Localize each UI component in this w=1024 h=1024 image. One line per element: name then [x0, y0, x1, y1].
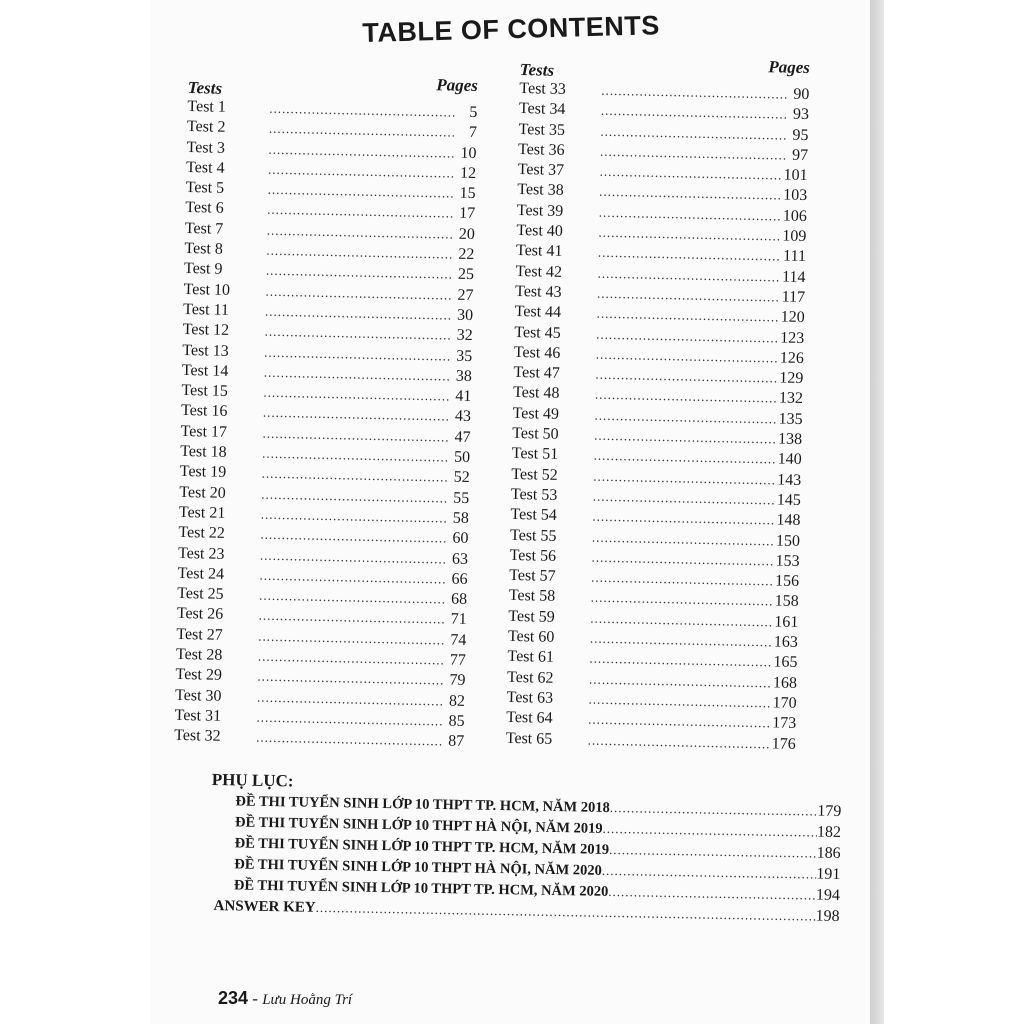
entry-page: 20 — [458, 225, 475, 243]
leader-dots — [591, 549, 773, 569]
appendix-entry-label: ĐỀ THI TUYỂN SINH LỚP 10 THPT TP. HCM, NĂM 2020 — [233, 877, 609, 900]
entry-label: Test 64 — [506, 709, 553, 728]
entry-label: Test 65 — [505, 729, 553, 748]
leader-dots — [600, 164, 782, 184]
appendix-list — [210, 792, 842, 908]
entry-label: Test 24 — [177, 564, 225, 583]
entry-page: 50 — [453, 448, 471, 467]
entry-label: Test 1 — [187, 97, 227, 116]
entry-label: Test 54 — [510, 506, 558, 525]
leader-dots — [263, 385, 449, 405]
tests-header: Tests — [519, 60, 555, 80]
appendix-entry-label: ĐỀ THI TUYỂN SINH LỚP 10 THPT HÀ NỘI, NĂM 2019 — [234, 814, 603, 837]
leader-dots — [266, 243, 452, 263]
entry-page: 22 — [458, 245, 475, 264]
leader-dots — [590, 631, 772, 651]
pages-header: Pages — [436, 75, 479, 96]
leader-dots — [596, 326, 778, 346]
footer-separator: - — [248, 989, 263, 1008]
entry-label: Test 17 — [180, 422, 228, 441]
leader-dots — [262, 446, 448, 466]
entry-page: 66 — [451, 570, 468, 588]
leader-dots — [599, 184, 781, 204]
entry-label: Test 48 — [512, 384, 560, 403]
leader-dots — [593, 489, 775, 509]
leader-dots — [264, 344, 450, 364]
leader-dots — [259, 588, 445, 608]
entry-label: Test 44 — [514, 303, 562, 322]
entry-label: Test 29 — [175, 666, 223, 685]
leader-dots — [594, 407, 776, 427]
entry-page: 52 — [453, 468, 470, 487]
entry-label: Test 40 — [516, 222, 564, 241]
entry-page: 176 — [771, 734, 796, 753]
leader-dots — [589, 651, 771, 671]
entry-label: Test 53 — [510, 485, 558, 504]
entry-page: 138 — [777, 430, 803, 449]
entry-label: Test 32 — [174, 727, 221, 746]
entry-page: 161 — [774, 613, 799, 631]
entry-page: 153 — [775, 552, 800, 570]
entry-label: Test 55 — [509, 526, 557, 545]
leader-dots — [260, 527, 446, 547]
entry-page: 55 — [453, 489, 470, 507]
leader-dots — [260, 547, 446, 567]
leader-dots — [258, 649, 444, 669]
entry-label: Test 21 — [178, 503, 226, 522]
leader-dots — [259, 608, 445, 628]
tests-header: Tests — [187, 78, 223, 98]
entry-page: 10 — [460, 144, 477, 162]
leader-dots — [608, 884, 816, 904]
entry-page: 41 — [455, 387, 472, 406]
leader-dots — [591, 570, 773, 590]
entry-page: 27 — [457, 286, 474, 304]
appendix-entry-page: 179 — [817, 802, 842, 820]
entry-label: Test 39 — [516, 201, 564, 220]
entry-label: Test 14 — [181, 361, 229, 380]
entry-label: Test 25 — [177, 585, 224, 603]
entry-page: 123 — [780, 329, 805, 347]
leader-dots — [596, 347, 778, 367]
leader-dots — [268, 162, 454, 182]
leader-dots — [257, 689, 443, 709]
toc-column-left — [174, 75, 479, 753]
entry-label: Test 61 — [507, 648, 555, 667]
leader-dots — [267, 222, 453, 242]
leader-dots — [594, 428, 776, 448]
entry-label: Test 37 — [517, 161, 565, 180]
entry-label: Test 51 — [511, 445, 559, 464]
leader-dots — [598, 225, 780, 245]
leader-dots — [256, 709, 442, 729]
entry-page: 79 — [449, 671, 466, 690]
entry-page: 82 — [448, 692, 466, 710]
leader-dots — [597, 286, 780, 306]
leader-dots — [600, 144, 786, 164]
entry-label: Test 34 — [518, 100, 566, 119]
entry-label: Test 7 — [184, 219, 224, 238]
entry-label: Test 12 — [182, 321, 230, 340]
entry-page: 43 — [454, 408, 472, 426]
entry-page: 7 — [468, 124, 478, 142]
entry-page: 93 — [792, 106, 810, 124]
leader-dots — [588, 691, 770, 711]
entry-page: 117 — [781, 288, 806, 306]
entry-label: Test 33 — [519, 79, 567, 98]
leader-dots — [268, 141, 454, 161]
page-edge — [870, 0, 884, 1024]
leader-dots — [599, 204, 781, 224]
leader-dots — [590, 610, 772, 630]
leader-dots — [602, 821, 817, 841]
leader-dots — [601, 83, 787, 103]
entry-label: Test 63 — [506, 688, 554, 707]
appendix-entry-page: 186 — [816, 844, 841, 862]
entry-label: Test 30 — [174, 686, 222, 705]
entry-page: 68 — [450, 590, 468, 609]
entry-label: Test 18 — [179, 442, 227, 461]
entry-page: 63 — [451, 550, 469, 568]
leader-dots — [257, 669, 443, 689]
appendix-entry-page: 191 — [816, 865, 841, 883]
entry-label: Test 2 — [186, 118, 226, 137]
entry-label: Test 38 — [517, 181, 564, 200]
entry-page: 47 — [454, 428, 471, 446]
entry-page: 58 — [452, 509, 470, 527]
entry-label: Test 50 — [511, 424, 559, 443]
entry-label: Test 20 — [179, 483, 226, 502]
entry-label: Test 59 — [508, 607, 555, 626]
entry-page: 35 — [456, 347, 473, 365]
appendix-entry-label: ĐỀ THI TUYỂN SINH LỚP 10 THPT HÀ NỘI, NĂM 2020 — [234, 856, 602, 879]
entry-page: 165 — [773, 653, 798, 672]
entry-page: 106 — [782, 207, 807, 225]
leader-dots — [261, 486, 447, 506]
entry-label: Test 47 — [513, 364, 561, 383]
entry-page: 132 — [778, 389, 804, 408]
entry-label: Test 35 — [518, 120, 566, 139]
entry-label: Test 41 — [515, 242, 563, 261]
entry-page: 109 — [782, 227, 807, 246]
entry-page: 38 — [455, 367, 472, 385]
entry-label: Test 15 — [181, 382, 229, 401]
entry-label: Test 9 — [183, 260, 223, 279]
leader-dots — [610, 800, 818, 820]
leader-dots — [269, 121, 455, 141]
entry-page: 156 — [774, 572, 800, 591]
entry-page: 87 — [447, 732, 465, 751]
entry-label: Test 26 — [176, 605, 224, 624]
leader-dots — [262, 425, 448, 445]
leader-dots — [595, 367, 777, 387]
entry-page: 120 — [780, 308, 805, 327]
appendix-section — [209, 770, 841, 929]
leader-dots — [598, 245, 781, 265]
entry-label: Test 49 — [512, 404, 560, 423]
entry-page: 90 — [793, 85, 810, 104]
leader-dots — [595, 387, 777, 407]
leader-dots — [265, 324, 451, 344]
entry-page: 170 — [772, 694, 797, 712]
entry-page: 12 — [459, 164, 477, 182]
leader-dots — [602, 863, 817, 883]
entry-page: 135 — [778, 410, 803, 428]
entry-label: Test 22 — [178, 524, 226, 543]
entry-page: 114 — [781, 268, 806, 286]
leader-dots — [258, 628, 444, 648]
leader-dots — [588, 712, 770, 732]
entry-label: Test 57 — [509, 567, 556, 585]
leader-dots — [265, 304, 451, 324]
entry-label: Test 23 — [177, 544, 225, 563]
entry-label: Test 13 — [182, 341, 229, 360]
entry-label: Test 16 — [180, 402, 228, 421]
leader-dots — [267, 202, 453, 222]
leader-dots — [601, 103, 787, 123]
entry-page: 148 — [776, 511, 801, 530]
toc-column-right — [505, 57, 811, 756]
entry-label: Test 4 — [185, 158, 225, 177]
entry-page: 85 — [448, 712, 465, 730]
answer-key-label: ANSWER KEY — [213, 898, 316, 916]
leader-dots — [592, 509, 774, 529]
entry-label: Test 46 — [513, 343, 561, 362]
entry-page: 143 — [777, 471, 802, 489]
page-footer — [218, 988, 352, 1009]
entry-label: Test 8 — [184, 240, 224, 258]
entry-label: Test 5 — [185, 179, 225, 197]
leader-dots — [589, 671, 771, 691]
entry-page: 111 — [782, 247, 807, 266]
leader-dots — [594, 448, 776, 468]
leader-dots — [261, 507, 447, 527]
entry-page: 145 — [776, 491, 802, 509]
entry-label: Test 58 — [508, 587, 556, 606]
entry-page: 168 — [772, 674, 798, 692]
entry-page: 97 — [791, 146, 809, 164]
entry-page: 74 — [450, 631, 467, 649]
entry-page: 17 — [459, 205, 476, 223]
entry-label: Test 19 — [179, 463, 227, 482]
footer-author: Lưu Hoằng Trí — [262, 992, 353, 1008]
entry-label: Test 45 — [514, 323, 561, 342]
entry-page: 158 — [774, 592, 799, 611]
entry-page: 163 — [773, 633, 799, 651]
leader-dots — [591, 590, 773, 610]
leader-dots — [262, 466, 448, 486]
entry-page: 150 — [775, 531, 801, 550]
leader-dots — [266, 263, 452, 283]
entry-page: 5 — [469, 103, 478, 122]
entry-page: 60 — [452, 529, 469, 548]
entry-label: Test 42 — [515, 262, 563, 281]
appendix-entry-page: 182 — [816, 823, 842, 841]
entry-page: 126 — [779, 349, 804, 367]
entry-page: 173 — [771, 714, 797, 733]
entry-page: 95 — [792, 126, 809, 144]
toc-list-left — [174, 98, 478, 753]
leader-dots — [264, 365, 450, 385]
leader-dots — [609, 842, 817, 862]
leader-dots — [593, 468, 775, 488]
appendix-title: PHỤ LỤC: — [211, 770, 294, 791]
entry-label: Test 3 — [186, 138, 226, 157]
footer-page-number: 234 — [218, 988, 249, 1008]
leader-dots — [592, 529, 774, 549]
leader-dots — [600, 123, 786, 143]
toc-list-right — [506, 80, 810, 756]
entry-page: 103 — [783, 187, 808, 205]
appendix-entry-label: ĐỀ THI TUYỂN SINH LỚP 10 THPT TP. HCM, NĂM 2019 — [234, 835, 610, 858]
appendix-entry-label: ĐỀ THI TUYỂN SINH LỚP 10 THPT TP. HCM, NĂM 2018 — [235, 793, 610, 816]
entry-page: 25 — [457, 266, 475, 284]
entry-page: 77 — [449, 651, 467, 669]
leader-dots — [597, 306, 779, 326]
entry-page: 15 — [459, 184, 476, 203]
entry-label: Test 36 — [517, 140, 565, 159]
leader-dots — [263, 405, 449, 425]
pages-header: Pages — [768, 57, 811, 78]
leader-dots — [269, 101, 455, 121]
entry-page: 32 — [456, 326, 473, 345]
entry-label: Test 60 — [507, 627, 555, 646]
entry-label: Test 27 — [176, 625, 223, 644]
leader-dots — [265, 283, 451, 303]
entry-label: Test 56 — [509, 546, 557, 565]
answer-key-page: 198 — [815, 907, 840, 925]
entry-page: 71 — [450, 611, 467, 629]
entry-label: Test 10 — [183, 280, 231, 299]
entry-page: 30 — [456, 306, 474, 324]
leader-dots — [259, 567, 445, 587]
entry-label: Test 52 — [511, 465, 558, 484]
leader-dots — [256, 730, 442, 750]
entry-label: Test 28 — [175, 645, 223, 664]
leader-dots — [597, 265, 780, 285]
entry-page: 129 — [779, 369, 804, 388]
entry-label: Test 31 — [174, 706, 222, 725]
entry-page: 140 — [777, 450, 802, 469]
entry-label: Test 11 — [182, 300, 230, 319]
appendix-entry-page: 194 — [815, 886, 841, 904]
entry-label: Test 6 — [185, 199, 224, 218]
page-title: TABLE OF CONTENTS — [362, 10, 661, 48]
leader-dots — [588, 732, 770, 752]
entry-page: 101 — [783, 166, 808, 185]
entry-label: Test 43 — [514, 282, 562, 301]
leader-dots — [268, 182, 454, 202]
entry-label: Test 62 — [506, 668, 554, 687]
